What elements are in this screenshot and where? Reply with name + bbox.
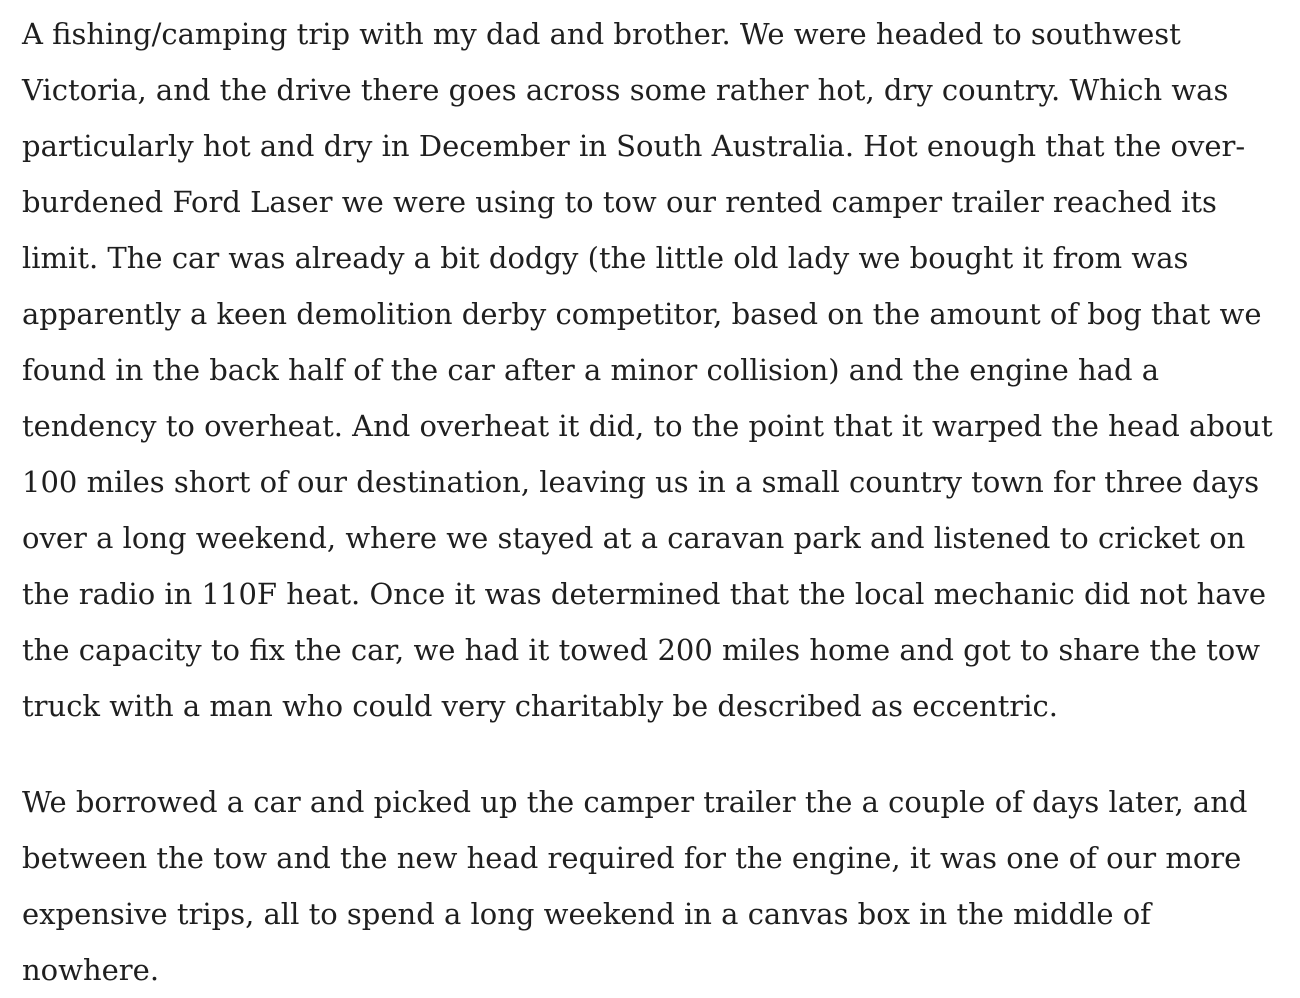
article-body [22,6,1280,998]
paragraph-2: We borrowed a car and picked up the camper trailer the a couple of days later, and between the tow and the new head required for the engine, it was one of our more expensive trips, all to spend a long weekend in a canvas box in the middle of nowhere. [22,785,1248,987]
paragraph-1: A fishing/camping trip with my dad and brother. We were headed to southwest Victoria, and the drive there goes across some rather hot, dry country. Which was particularly hot and dry in December in South Australia. Hot enough that the over-burdened Ford Laser we were using to tow our rented camper trailer reached its limit. The car was already a bit dodgy (the little old lady we bought it from was apparently a keen demolition derby competitor, based on the amount of bog that we found in the back half of the car after a minor collision) and the engine had a tendency to overheat. And overheat it did, to the point that it warped the head about 100 miles short of our destination, leaving us in a small country town for three days over a long weekend, where we stayed at a caravan park and listened to cricket on the radio in 110F heat. Once it was determined that the local mechanic did not have the capacity to fix the car, we had it towed 200 miles home and got to share the tow truck with a man who could very charitably be described as eccentric. [22,17,1273,723]
